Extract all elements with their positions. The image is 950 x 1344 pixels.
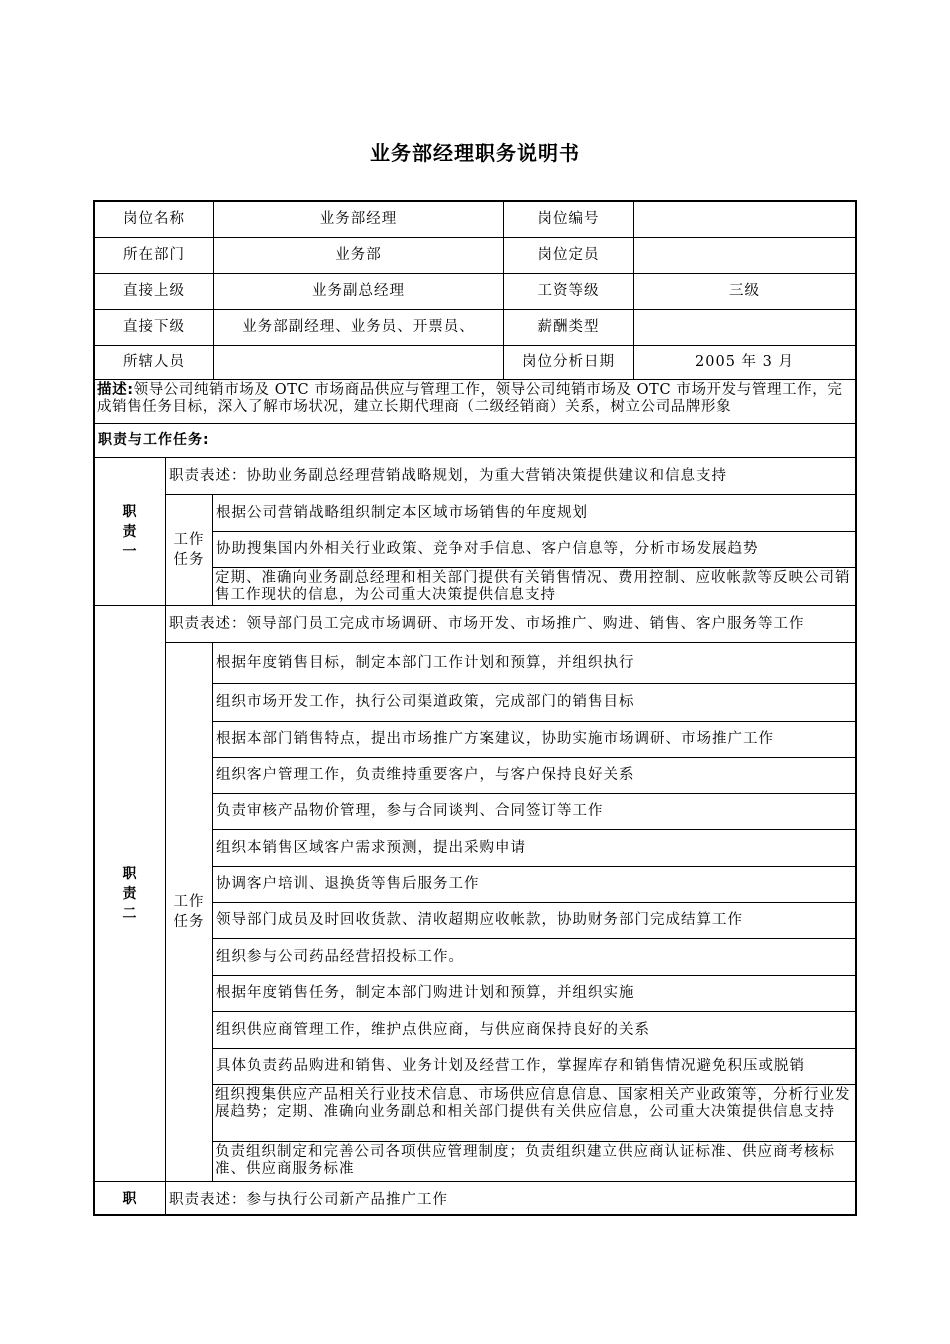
duty-1-label: 职 责 一 [95,458,166,606]
info-value-position-code [634,202,855,238]
duty-2-task: 根据年度销售任务，制定本部门购进计划和预算，并组织实施 [213,976,855,1012]
info-label-headcount: 岗位定员 [504,238,634,274]
page-title: 业务部经理职务说明书 [370,141,580,165]
duty-1-task-label: 工作 任务 [166,495,213,606]
duty-2-task: 具体负责药品购进和销售、业务计划及经营工作，掌握库存和销售情况避免积压或脱销 [213,1049,855,1085]
info-value-pay-type [634,310,855,346]
duty-2-label: 职 责 二 [95,606,166,1182]
description-label: 描述: [97,382,134,398]
duty-2-task: 领导部门成员及时回收货款、清收超期应收帐款，协助财务部门完成结算工作 [213,903,855,939]
duty-2-task: 负责审核产品物价管理，参与合同谈判、合同签订等工作 [213,794,855,830]
duty-2-task: 组织搜集供应产品相关行业技术信息、市场供应信息信息、国家相关产业政策等，分析行业发展趋势；定期、准确向业务副总和相关部门提供有关供应信息，公司重大决策提供信息支持 [213,1085,855,1142]
duty-3-label: 职 [95,1182,166,1216]
info-value-analysis-date: 2005 年 3 月 [634,346,855,380]
duty-1-statement: 职责表述：协助业务副总经理营销战略规划，为重大营销决策提供建议和信息支持 [166,458,855,495]
duty-2-statement: 职责表述：领导部门员工完成市场调研、市场开发、市场推广、购进、销售、客户服务等工作 [166,606,855,643]
duty-2-task: 组织本销售区域客户需求预测，提出采购申请 [213,830,855,867]
info-label-salary-grade: 工资等级 [504,274,634,310]
duty-2-task: 协调客户培训、退换货等售后服务工作 [213,867,855,903]
job-description-table [93,200,857,1216]
info-value-headcount [634,238,855,274]
duty-3-statement: 职责表述：参与执行公司新产品推广工作 [169,1191,448,1208]
info-value-subordinates: 业务部副经理、业务员、开票员、 [214,310,504,346]
description-text: 领导公司纯销市场及 OTC 市场商品供应与管理工作，领导公司纯销市场及 OTC 市场开发与管理工作，完成销售任务目标，深入了解市场状况，建立长期代理商（二级经销商）关系，树立公司品牌形象 [97,382,843,415]
info-label-subordinates: 直接下级 [95,310,214,346]
duty-2-task: 负责组织制定和完善公司各项供应管理制度；负责组织建立供应商认证标准、供应商考核标准、供应商服务标准 [213,1142,855,1182]
duty-1-task: 定期、准确向业务副总经理和相关部门提供有关销售情况、费用控制、应收帐款等反映公司销售工作现状的信息，为公司重大决策提供信息支持 [213,568,855,606]
duty-2-task-label: 工作 任务 [166,643,213,1182]
duty-2-task: 根据年度销售目标，制定本部门工作计划和预算，并组织执行 [213,643,855,684]
info-label-analysis-date: 岗位分析日期 [504,346,634,380]
duty-2-task: 组织参与公司药品经营招投标工作。 [213,939,855,976]
description-cell [95,380,855,424]
info-label-position-code: 岗位编号 [504,202,634,238]
info-value-salary-grade: 三级 [634,274,855,310]
info-label-pay-type: 薪酬类型 [504,310,634,346]
duty-2-task: 组织供应商管理工作，维护点供应商，与供应商保持良好的关系 [213,1012,855,1049]
duty-2-task: 组织市场开发工作，执行公司渠道政策，完成部门的销售目标 [213,684,855,722]
info-value-department: 业务部 [214,238,504,274]
duties-header: 职责与工作任务: [95,424,855,458]
info-label-position-name: 岗位名称 [95,202,214,238]
duty-2-task: 组织客户管理工作，负责维持重要客户，与客户保持良好关系 [213,758,855,794]
info-value-staff [214,346,504,380]
info-label-department: 所在部门 [95,238,214,274]
info-value-position-name: 业务部经理 [214,202,504,238]
info-label-supervisor: 直接上级 [95,274,214,310]
duty-2-task: 根据本部门销售特点，提出市场推广方案建议，协助实施市场调研、市场推广工作 [213,722,855,758]
duty-1-task: 协助搜集国内外相关行业政策、竞争对手信息、客户信息等，分析市场发展趋势 [213,532,855,568]
info-label-staff: 所辖人员 [95,346,214,380]
info-value-supervisor: 业务副总经理 [214,274,504,310]
duty-1-task: 根据公司营销战略组织制定本区域市场销售的年度规划 [213,495,855,532]
